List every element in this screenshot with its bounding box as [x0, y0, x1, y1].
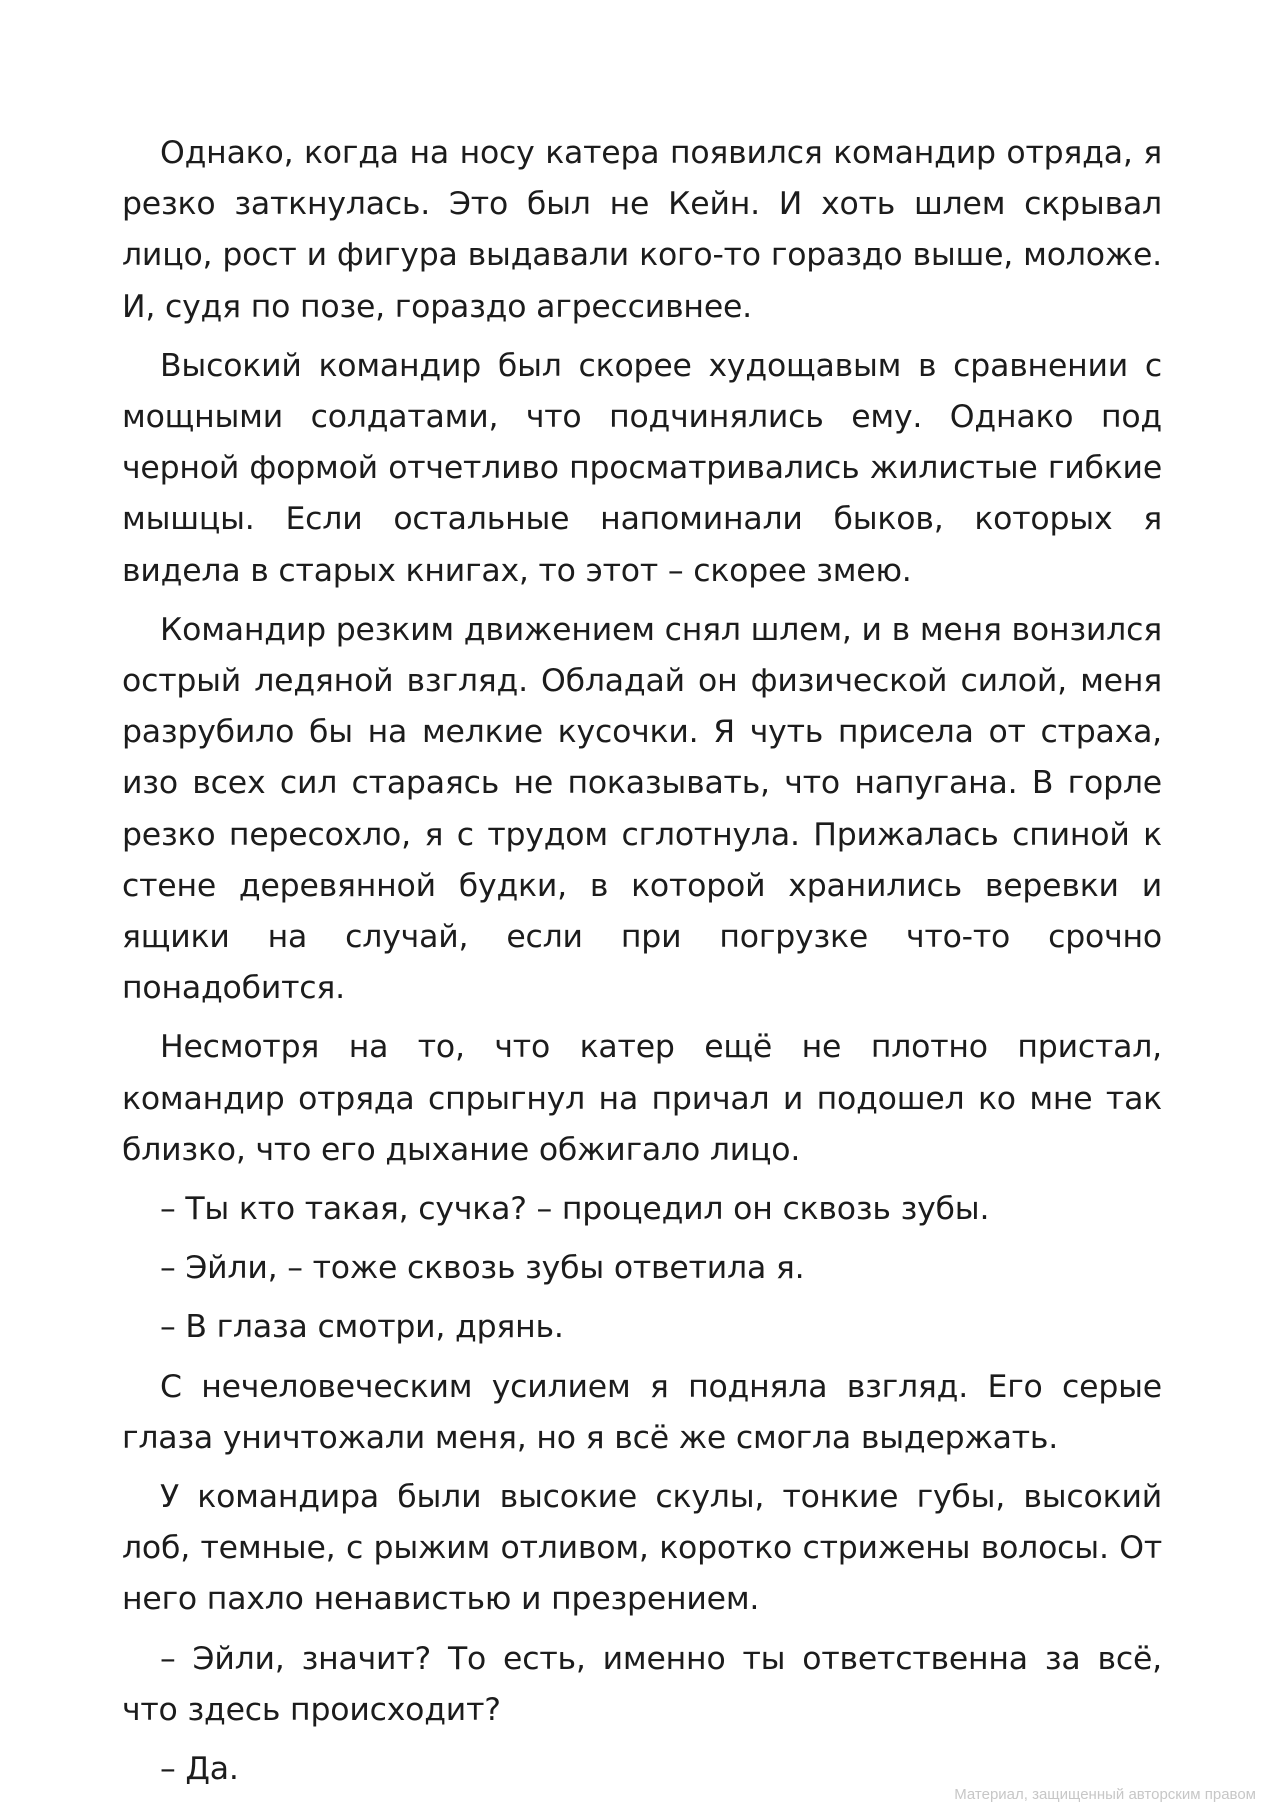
- dialogue-line-2: – Эйли, – тоже сквозь зубы ответила я.: [160, 1250, 805, 1287]
- paragraph-6: У командира были высокие скулы, тонкие губы, высокий лоб, темные, с рыжим отливом, коротко стрижены волосы. От него пахло ненавистью и презрением.: [122, 1479, 1162, 1618]
- dialogue-line-3: – В глаза смотри, дрянь.: [160, 1309, 564, 1346]
- page-text: [122, 128, 1162, 1803]
- paragraph-4: Несмотря на то, что катер ещё не плотно пристал, командир отряда спрыгнул на причал и подошел ко мне так близко, что его дыхание обжигало лицо.: [122, 1029, 1162, 1168]
- paragraph-3: Командир резким движением снял шлем, и в меня вонзился острый ледяной взгляд. Обладай он физической силой, меня разрубило бы на мелкие кусочки. Я чуть присела от страха, изо всех сил стараясь не показывать, что напугана. В горле резко пересохло, я с трудом сглотнула. Прижалась спиной к стене деревянной будки, в которой хранились веревки и ящики на случай, если при погрузке что-то срочно понадобится.: [122, 611, 1162, 1007]
- paragraph-5: С нечеловеческим усилием я подняла взгляд. Его серые глаза уничтожали меня, но я всё же смогла выдержать.: [122, 1368, 1162, 1456]
- dialogue-line-5: – Да.: [160, 1751, 239, 1788]
- paragraph-1: Однако, когда на носу катера появился командир отряда, я резко заткнулась. Это был не Кейн. И хоть шлем скрывал лицо, рост и фигура выдавали кого-то гораздо выше, моложе. И, судя по позе, гораздо агрессивнее.: [122, 135, 1162, 325]
- dialogue-line-1: – Ты кто такая, сучка? – процедил он сквозь зубы.: [160, 1191, 990, 1228]
- dialogue-line-4: – Эйли, значит? То есть, именно ты ответственна за всё, что здесь происходит?: [122, 1640, 1162, 1728]
- paragraph-2: Высокий командир был скорее худощавым в сравнении с мощными солдатами, что подчинялись ему. Однако под черной формой отчетливо просматривались жилистые гибкие мышцы. Если остальные напоминали быков, которых я видела в старых книгах, то этот – скорее змею.: [122, 347, 1162, 589]
- copyright-watermark: Материал, защищенный авторским правом: [954, 1786, 1256, 1803]
